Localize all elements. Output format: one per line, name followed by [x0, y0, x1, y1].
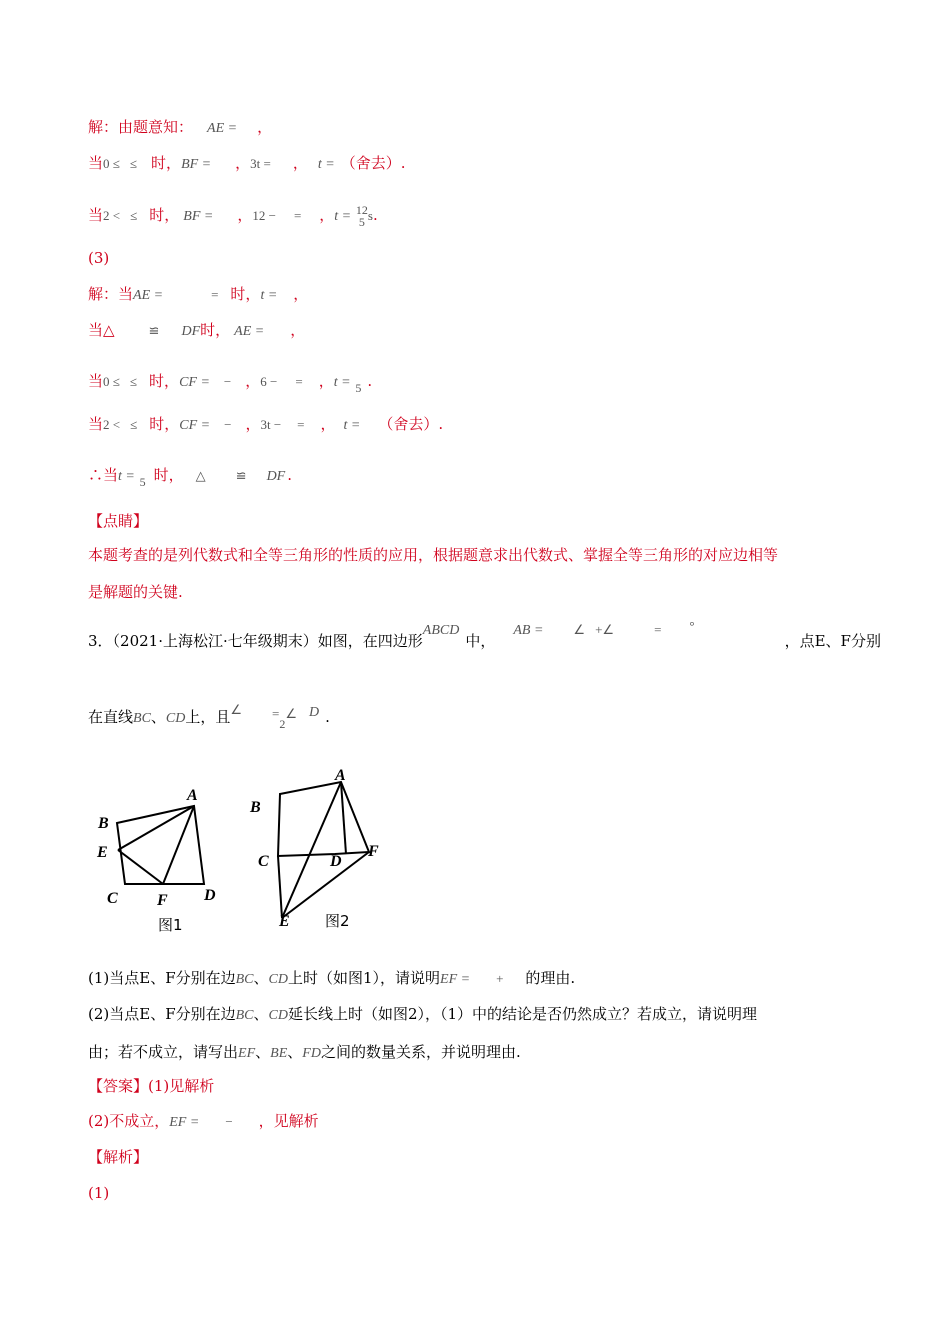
fraction-over-5-b: 5 — [139, 475, 146, 489]
fig1-label-d: D — [204, 887, 216, 904]
fraction-12-5: 12 5 — [355, 203, 368, 229]
fig1-label-e: E — [97, 844, 108, 861]
analysis-part1: (1) — [88, 1184, 110, 1202]
fig2-label-d: D — [330, 853, 342, 870]
part2-question-line2: 由；若不成立，请写出EF、BE、FD之间的数量关系，并说明理由. — [88, 1043, 521, 1061]
comment-title: 【点睛】 — [88, 512, 149, 530]
figure-1 — [117, 806, 204, 884]
fig1-quadrilateral — [117, 806, 204, 884]
fig2-line-ef — [282, 852, 369, 918]
sol3-line2: 当△ ≌ DF时， AE = ， — [88, 321, 306, 339]
sol3-line4: 当2 < ≤ 时，CF = − ，3t − = ， t = （舍去）. — [88, 415, 444, 433]
fraction-over-5: 5 — [355, 381, 362, 395]
fig2-label-c: C — [258, 853, 269, 870]
q3-line1: 3．（2021·上海松江·七年级期末）如图，在四边形ABCD中，AB = ∠ +∠ = °，点E、F分别 — [88, 618, 881, 650]
fig1-line-ae — [118, 806, 194, 850]
answer-line1: 【答案】(1)见解析 — [88, 1077, 215, 1095]
fig2-line-ae — [282, 782, 341, 918]
part2-question-line1: (2)当点E、F分别在边BC、CD延长线上时（如图2），（1）中的结论是否仍然成立？若成立，请说明理 — [88, 1005, 758, 1023]
fig2-label-a: A — [335, 767, 346, 784]
sol3-line3: 当0 ≤ ≤ 时，CF = − ，6 − = ，t = 5 . — [88, 372, 373, 395]
fig2-outline — [278, 782, 369, 856]
comment-line1: 本题考查的是列代数式和全等三角形的性质的应用，根据题意求出代数式、掌握全等三角形的对应边相等 — [88, 546, 779, 564]
sol3-line1: 解：当AE = = 时，t = ， — [88, 285, 309, 303]
fraction-one-half: 2 — [279, 717, 286, 731]
fig1-label-c: C — [107, 890, 118, 907]
fig2-line-ce — [278, 856, 282, 918]
answer-line2: (2)不成立，EF = − ，见解析 — [88, 1112, 319, 1130]
fig1-label-b: B — [98, 815, 109, 832]
fig1-label-f: F — [157, 892, 168, 909]
sol2-line1: 解：由题意知： AE = ， — [88, 118, 273, 136]
fig1-line-af — [163, 806, 194, 884]
sol2-line2: 当0 ≤ ≤ 时，BF = ，3t = ， t = （舍去）. — [88, 154, 406, 172]
sol3-head: (3) — [88, 249, 110, 267]
fig1-caption: 图1 — [158, 916, 183, 934]
q3-line2: 在直线BC、CD上，且∠ = 2 ∠ D . — [88, 702, 330, 731]
fig2-label-f: F — [368, 843, 379, 860]
sol2-line3: 当2 < ≤ 时， BF = ，12 − = ，t = 12 5 s. — [88, 203, 378, 229]
fig1-label-a: A — [187, 787, 198, 804]
fig2-label-b: B — [250, 799, 261, 816]
part1-question: (1)当点E、F分别在边BC、CD上时（如图1），请说明EF = + 的理由. — [88, 969, 576, 987]
sol3-line5: ∴当t = 5 时， △ ≌ DF . — [88, 466, 293, 489]
analysis-title: 【解析】 — [88, 1148, 149, 1166]
comment-line2: 是解题的关键. — [88, 583, 183, 601]
geometry-figures — [90, 762, 390, 940]
figure-2 — [278, 782, 369, 918]
fig2-label-e: E — [279, 913, 290, 930]
fig2-caption: 图2 — [325, 912, 350, 930]
